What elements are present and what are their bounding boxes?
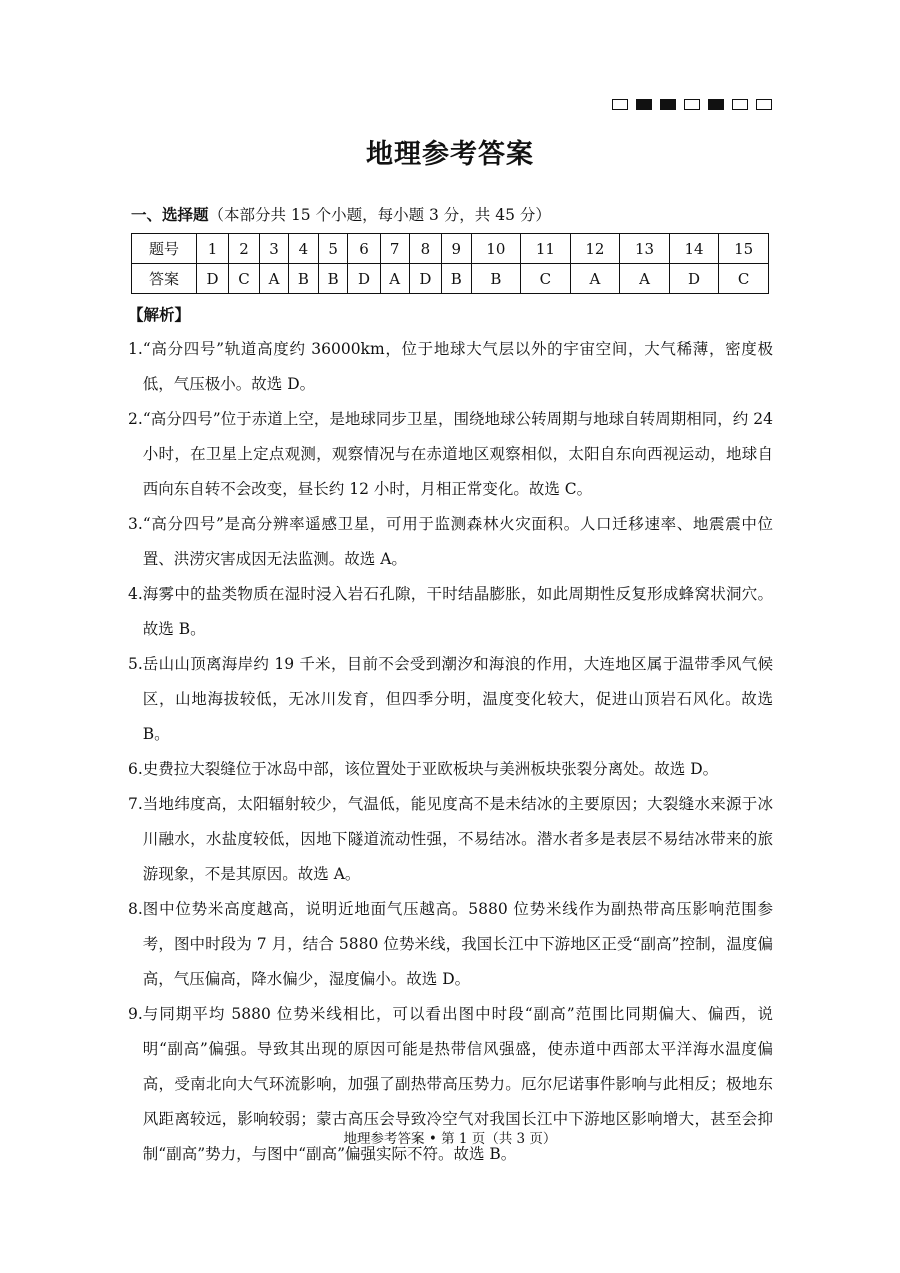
answer-cell: D: [197, 264, 229, 294]
item-number: 7.: [128, 795, 143, 813]
analysis-item: [128, 892, 773, 997]
question-number-cell: 12: [570, 234, 620, 264]
question-number-cell: 6: [348, 234, 380, 264]
item-number: 5.: [128, 655, 143, 673]
answer-cell: D: [348, 264, 380, 294]
question-number-cell: 11: [521, 234, 571, 264]
filled-square-mark: [636, 99, 652, 110]
answer-cell: A: [380, 264, 409, 294]
empty-square-mark: [756, 99, 772, 110]
section-heading: [131, 203, 551, 225]
answer-cell: B: [441, 264, 471, 294]
item-text: 与同期平均 5880 位势米线相比，可以看出图中时段“副高”范围比同期偏大、偏西，说明“副高”偏强。导致其出现的原因可能是热带信风强盛，使赤道中西部太平洋海水温度偏高，受南北向大气环流影响，加强了副热带高压势力。厄尔尼诺事件影响与此相反；极地东风距离较远，影响较弱；蒙古高压会导致冷空气对我国长江中下游地区影响增大，甚至会抑制“副高”势力，与图中“副高”偏强实际不符。故选 B。: [142, 1005, 773, 1163]
empty-square-mark: [732, 99, 748, 110]
answer-header: 答案: [132, 264, 197, 294]
item-text: “高分四号”位于赤道上空，是地球同步卫星，围绕地球公转周期与地球自转周期相同，约 24 小时，在卫星上定点观测，观察情况与在赤道地区观察相似，太阳自东向西视运动，地球自西向东自转不会改变，昼长约 12 小时，月相正常变化。故选 C。: [142, 410, 773, 498]
item-text: 海雾中的盐类物质在湿时浸入岩石孔隙，干时结晶膨胀，如此周期性反复形成蜂窝状洞穴。故选 B。: [142, 585, 773, 638]
question-number-cell: 5: [318, 234, 348, 264]
item-text: 史费拉大裂缝位于冰岛中部，该位置处于亚欧板块与美洲板块张裂分离处。故选 D。: [142, 760, 719, 778]
question-number-cell: 1: [197, 234, 229, 264]
answer-cell: D: [409, 264, 441, 294]
answer-cell: C: [719, 264, 769, 294]
analysis-item: [128, 647, 773, 752]
answer-cell: A: [620, 264, 670, 294]
analysis-item: [128, 787, 773, 892]
filled-square-mark: [660, 99, 676, 110]
question-number-cell: 10: [471, 234, 521, 264]
analysis-item: [128, 507, 773, 577]
page-footer: 地理参考答案 • 第 1 页（共 3 页）: [343, 1131, 557, 1147]
page-title: 地理参考答案: [366, 139, 534, 170]
answer-cell: A: [259, 264, 288, 294]
item-text: “高分四号”是高分辨率遥感卫星，可用于监测森林火灾面积。人口迁移速率、地震震中位置、洪涝灾害成因无法监测。故选 A。: [142, 515, 773, 568]
item-number: 3.: [128, 515, 143, 533]
item-number: 4.: [128, 585, 143, 603]
section-note: （本部分共 15 个小题，每小题 3 分，共 45 分）: [208, 206, 551, 224]
answer-row: [132, 264, 769, 294]
question-number-header: 题号: [132, 234, 197, 264]
filled-square-mark: [708, 99, 724, 110]
analysis-item: [128, 402, 773, 507]
question-number-cell: 15: [719, 234, 769, 264]
answer-cell: C: [229, 264, 260, 294]
question-number-row: [132, 234, 769, 264]
item-text: 图中位势米高度越高，说明近地面气压越高。5880 位势米线作为副热带高压影响范围参考，图中时段为 7 月，结合 5880 位势米线，我国长江中下游地区正受“副高”控制，温度偏高，气压偏高，降水偏少，湿度偏小。故选 D。: [142, 900, 773, 988]
answer-cell: B: [318, 264, 348, 294]
item-number: 6.: [128, 760, 143, 778]
item-number: 2.: [128, 410, 143, 428]
corner-marks: [612, 99, 772, 110]
empty-square-mark: [612, 99, 628, 110]
question-number-cell: 7: [380, 234, 409, 264]
question-number-cell: 13: [620, 234, 670, 264]
item-text: 当地纬度高，太阳辐射较少，气温低，能见度高不是未结冰的主要原因；大裂缝水来源于冰川融水，水盐度较低，因地下隧道流动性强，不易结冰。潜水者多是表层不易结冰带来的旅游现象，不是其原因。故选 A。: [142, 795, 773, 883]
analysis-label: 【解析】: [128, 305, 191, 324]
empty-square-mark: [684, 99, 700, 110]
item-text: 岳山山顶离海岸约 19 千米，目前不会受到潮汐和海浪的作用，大连地区属于温带季风气候区，山地海拔较低，无冰川发育，但四季分明，温度变化较大，促进山顶岩石风化。故选 B。: [142, 655, 773, 743]
item-number: 1.: [128, 340, 143, 358]
item-number: 9.: [128, 1005, 143, 1023]
question-number-cell: 14: [669, 234, 719, 264]
question-number-cell: 8: [409, 234, 441, 264]
question-number-cell: 4: [289, 234, 319, 264]
section-label: 一、选择题: [131, 205, 209, 224]
item-text: “高分四号”轨道高度约 36000km，位于地球大气层以外的宇宙空间，大气稀薄，密度极低，气压极小。故选 D。: [142, 340, 773, 393]
question-number-cell: 3: [259, 234, 288, 264]
answer-cell: B: [289, 264, 319, 294]
item-number: 8.: [128, 900, 143, 918]
analysis-list: [128, 332, 773, 1172]
answer-cell: A: [570, 264, 620, 294]
analysis-item: [128, 577, 773, 647]
answer-cell: C: [521, 264, 571, 294]
analysis-item: [128, 332, 773, 402]
answer-table: [131, 233, 769, 294]
question-number-cell: 2: [229, 234, 260, 264]
question-number-cell: 9: [441, 234, 471, 264]
answer-cell: D: [669, 264, 719, 294]
answer-cell: B: [471, 264, 521, 294]
analysis-item: [128, 752, 773, 787]
